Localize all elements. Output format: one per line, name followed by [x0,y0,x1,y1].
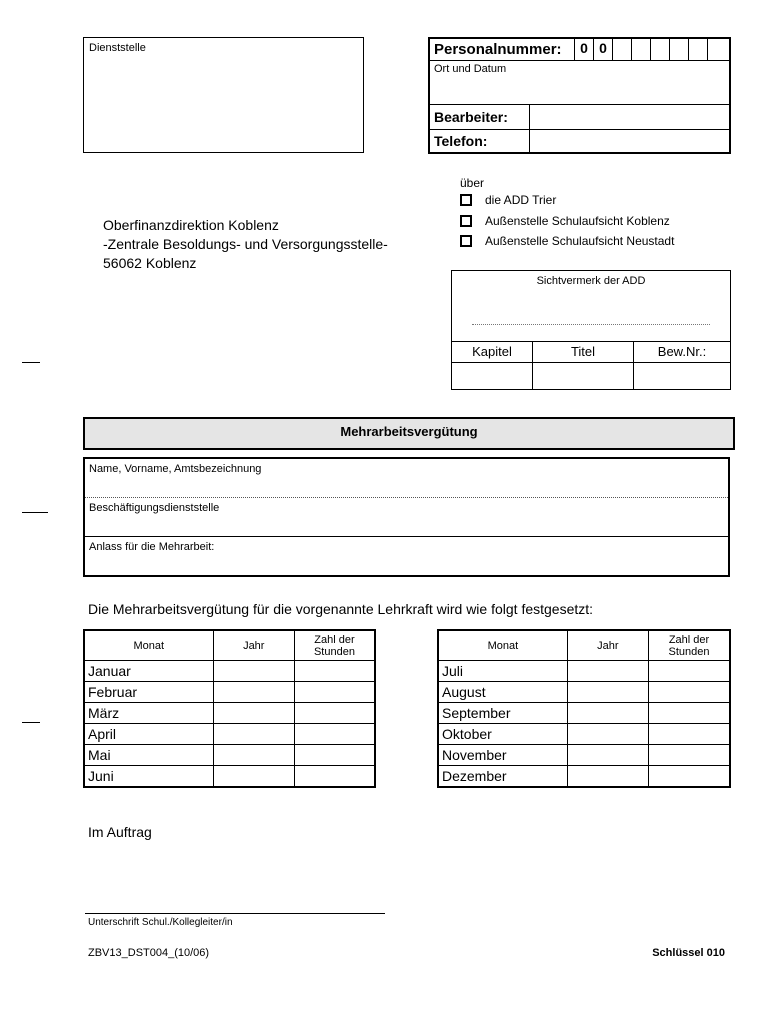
beschaeftigung-field[interactable] [85,498,728,537]
jahr-cell[interactable] [213,766,294,788]
table-row [84,766,375,788]
table-header-row [84,630,375,661]
stunden-cell[interactable] [649,745,731,766]
stunden-cell[interactable] [649,766,731,788]
stunden-cell[interactable] [649,724,731,745]
jahr-cell[interactable] [213,661,294,682]
sichtvermerk-header [452,341,730,363]
ort-datum-field[interactable] [430,61,729,105]
months-table-right [437,629,731,788]
telefon-label: Telefon: [434,133,488,149]
digit-cell[interactable] [650,39,669,60]
jahr-cell[interactable] [213,745,294,766]
month-cell: Juli [438,661,567,682]
personalnummer-digits [574,39,726,61]
jahr-cell[interactable] [567,724,648,745]
divider [532,361,533,389]
option-add-trier[interactable] [460,193,556,207]
month-cell: Mai [84,745,213,766]
jahr-cell[interactable] [567,682,648,703]
stunden-header-line: Zahl der [314,633,355,646]
personalnummer-label: Personalnummer: [434,41,562,58]
table-row [438,703,730,724]
option-koblenz[interactable] [460,214,670,228]
recipient-address [103,216,388,273]
fold-mark-bottom [22,722,40,723]
schluessel-code: Schlüssel 010 [652,947,725,959]
dienststelle-box[interactable] [83,37,364,153]
option-label: Außenstelle Schulaufsicht Neustadt [485,234,675,248]
jahr-cell[interactable] [213,682,294,703]
stunden-header-line: Stunden [313,645,355,658]
kapitel-header: Kapitel [472,344,512,359]
personalnummer-row [430,39,729,61]
digit-cell[interactable] [707,39,726,60]
option-label: Außenstelle Schulaufsicht Koblenz [485,214,670,228]
stunden-cell[interactable] [294,682,375,703]
sichtvermerk-title: Sichtvermerk der ADD [536,275,646,287]
stunden-cell[interactable] [294,661,375,682]
digit-cell[interactable] [612,39,631,60]
anlass-field[interactable] [85,537,728,576]
bewnr-header: Bew.Nr.: [633,342,730,362]
ort-datum-label: Ort und Datum [434,63,507,75]
month-cell: April [84,724,213,745]
table-row [438,661,730,682]
divider [633,361,634,389]
month-cell: März [84,703,213,724]
option-neustadt[interactable] [460,234,674,248]
form-code: ZBV13_DST004_(10/06) [88,947,210,959]
name-field[interactable] [85,459,728,498]
divider [529,130,530,152]
month-cell: Oktober [438,724,567,745]
address-line: -Zentrale Besoldungs- und Versorgungsstelle- [103,236,388,252]
jahr-cell[interactable] [567,661,648,682]
jahr-header: Jahr [213,630,294,661]
fold-mark-top [22,362,40,363]
stunden-cell[interactable] [649,682,731,703]
section-title: Mehrarbeitsvergütung [83,417,735,450]
jahr-cell[interactable] [567,703,648,724]
table-row [84,703,375,724]
month-cell: Dezember [438,766,567,788]
stunden-cell[interactable] [649,703,731,724]
stunden-header-line: Stunden [668,645,710,658]
dotted-line [472,324,710,325]
divider [529,105,530,129]
table-row [84,682,375,703]
address-line: 56062 Koblenz [103,255,197,271]
month-cell: Februar [84,682,213,703]
digit-cell[interactable] [631,39,650,60]
bearbeiter-label: Bearbeiter: [434,109,508,125]
stunden-cell[interactable] [294,724,375,745]
month-cell: September [438,703,567,724]
stunden-header [649,630,731,661]
table-row [84,661,375,682]
beschaeftigung-label: Beschäftigungsdienststelle [89,502,220,514]
person-fields [83,457,730,577]
digit-cell[interactable]: 0 [593,39,612,60]
checkbox[interactable] [460,235,472,247]
table-row [84,745,375,766]
month-cell: Januar [84,661,213,682]
anlass-label: Anlass für die Mehrarbeit: [89,541,215,553]
checkbox[interactable] [460,194,472,206]
jahr-cell[interactable] [567,766,648,788]
table-row [438,724,730,745]
telefon-row [430,130,729,152]
digit-cell[interactable] [669,39,688,60]
digit-cell[interactable] [688,39,707,60]
stunden-header [294,630,375,661]
month-cell: November [438,745,567,766]
months-table-left [83,629,376,788]
stunden-header-line: Zahl der [668,633,710,646]
address-line: Oberfinanzdirektion Koblenz [103,217,279,233]
table-row [84,724,375,745]
month-cell: August [438,682,567,703]
signature-label: Unterschrift Schul./Kollegleiter/in [88,917,233,928]
stunden-cell[interactable] [649,661,731,682]
stunden-cell[interactable] [294,745,375,766]
titel-header: Titel [532,342,633,362]
ueber-label: über [460,176,485,190]
jahr-cell[interactable] [213,724,294,745]
monat-header: Monat [438,630,567,661]
dienststelle-label: Dienststelle [89,42,146,54]
stunden-cell[interactable] [294,703,375,724]
signature-line[interactable] [85,913,385,914]
option-label: die ADD Trier [485,193,557,207]
table-header-row [438,630,730,661]
table-row [438,682,730,703]
checkbox[interactable] [460,215,472,227]
bearbeiter-row [430,105,729,130]
stunden-cell[interactable] [294,766,375,788]
jahr-header: Jahr [567,630,648,661]
jahr-cell[interactable] [567,745,648,766]
im-auftrag-text: Im Auftrag [88,824,152,840]
jahr-cell[interactable] [213,703,294,724]
personal-block [428,37,731,154]
month-cell: Juni [84,766,213,788]
statement-text: Die Mehrarbeitsvergütung für die vorgenannte Lehrkraft wird wie folgt festgesetzt: [88,601,594,617]
sichtvermerk-box [451,270,731,390]
punch-mark [22,512,48,513]
name-label: Name, Vorname, Amtsbezeichnung [89,463,262,475]
table-row [438,766,730,788]
table-row [438,745,730,766]
digit-cell[interactable]: 0 [574,39,593,60]
monat-header: Monat [84,630,213,661]
